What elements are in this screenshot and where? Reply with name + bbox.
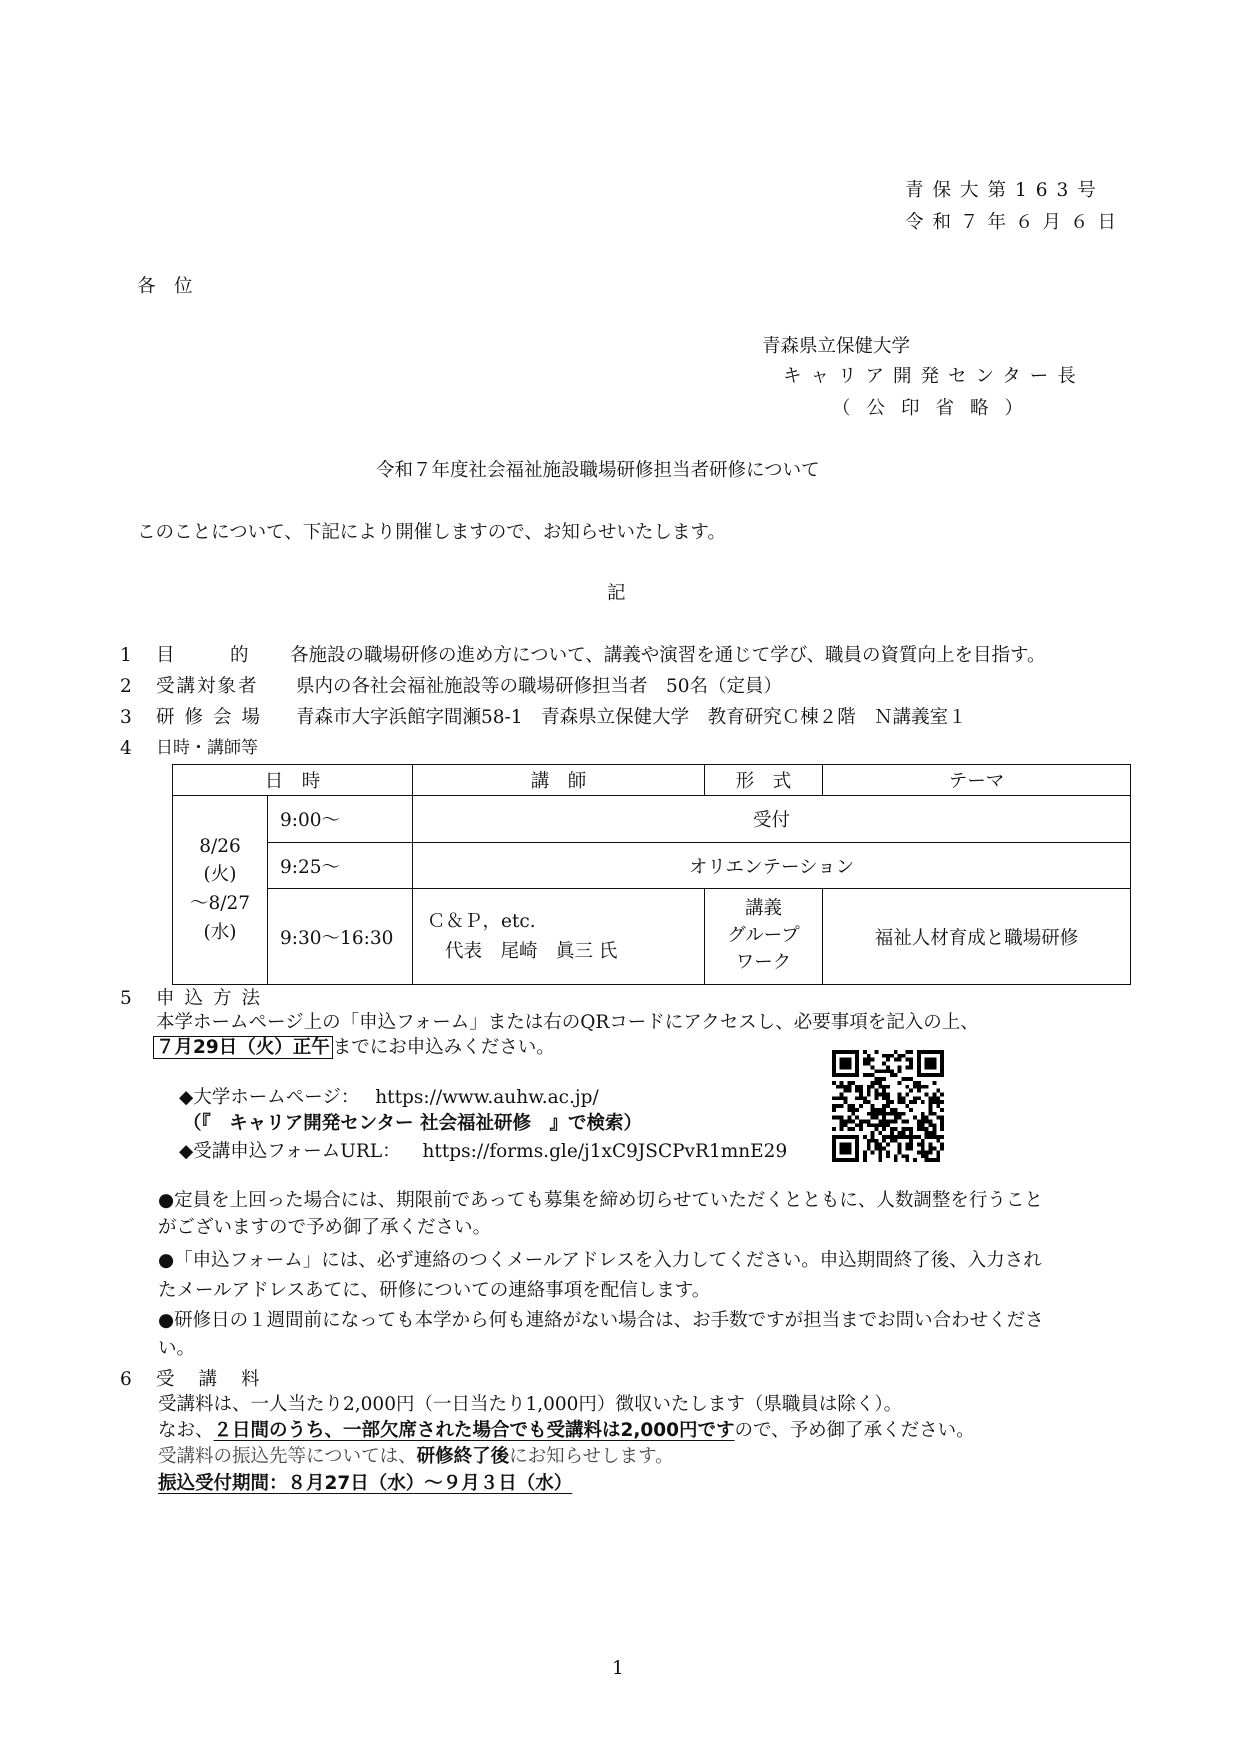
item-2-number: 2 xyxy=(120,676,132,697)
table-row xyxy=(173,843,1131,889)
application-deadline: ７月29日（火）正午 xyxy=(153,1036,333,1059)
item-2-label: 受講対象者 xyxy=(156,676,259,697)
document-subject: 令和７年度社会福祉施設職場研修担当者研修について xyxy=(376,460,820,481)
addressee: 各 位 xyxy=(137,276,193,297)
form-url[interactable]: https://forms.gle/j1xC9JSCPvR1mnE29 xyxy=(422,1141,788,1162)
time-cell: 9:00～ xyxy=(268,796,413,843)
content-cell: オリエンテーション xyxy=(413,843,1131,889)
fee-partial-absence-note: ２日間のうち、一部欠席された場合でも受講料は2,000円です xyxy=(213,1420,735,1441)
item-6-label: 受講料 xyxy=(156,1369,284,1390)
homepage-line xyxy=(179,1087,599,1109)
header-lecturer: 講 師 xyxy=(413,765,705,796)
fee-line-3-emphasis: 研修終了後 xyxy=(416,1446,510,1467)
time-cell: 9:25～ xyxy=(268,843,413,889)
note-3-line-2: い。 xyxy=(158,1338,196,1359)
table-row xyxy=(173,796,1131,843)
header-theme: テーマ xyxy=(823,765,1131,796)
seal-omitted-note: （公印省略） xyxy=(832,398,1040,419)
item-3-text: 青森市大字浜館字間瀬58-1 青森県立保健大学 教育研究Ｃ棟２階 Ｎ講義室１ xyxy=(296,707,967,728)
fee-line-2 xyxy=(158,1420,975,1442)
header-format: 形 式 xyxy=(705,765,823,796)
ki-heading: 記 xyxy=(607,583,626,604)
date-cell xyxy=(173,796,268,985)
item-3-number: 3 xyxy=(120,707,132,728)
format-line: グループ xyxy=(727,925,800,947)
lecturer-cell xyxy=(413,889,705,985)
format-line: 講義 xyxy=(745,898,783,920)
table-header-row xyxy=(173,765,1131,796)
item-2-text: 県内の各社会福祉施設等の職場研修担当者 50名（定員） xyxy=(296,676,783,697)
fee-line-3-prefix: 受講料の振込先等については、 xyxy=(158,1446,417,1467)
item-5-number: 5 xyxy=(120,988,132,1009)
form-url-label: ◆受講申込フォームURL： xyxy=(179,1141,401,1162)
date-line: (水) xyxy=(203,921,237,943)
date-line: (火) xyxy=(203,864,237,886)
table-row xyxy=(173,889,1131,985)
item-6-number: 6 xyxy=(120,1369,132,1390)
search-note: （『 キャリア開発センター 社会福祉研修 』で検索） xyxy=(183,1113,642,1134)
lecturer-name: 代表 尾崎 眞三 氏 xyxy=(445,940,618,962)
page-number: 1 xyxy=(612,1658,624,1679)
fee-line-2-suffix: ので、予め御了承ください。 xyxy=(734,1420,975,1441)
date-line: ～8/27 xyxy=(189,893,251,914)
item-4-label: 日時・講師等 xyxy=(156,738,258,758)
theme-cell: 福祉人材育成と職場研修 xyxy=(823,889,1131,985)
item-3-label: 研修会場 xyxy=(156,707,271,728)
document-number: 青保大第163号 xyxy=(905,180,1105,201)
sender-organization: 青森県立保健大学 xyxy=(762,336,911,357)
document-date: 令和７年６月６日 xyxy=(905,212,1126,233)
content-cell: 受付 xyxy=(413,796,1131,843)
schedule-table xyxy=(172,764,1131,985)
homepage-url[interactable]: https://www.auhw.ac.jp/ xyxy=(375,1087,599,1108)
note-2-line-2: たメールアドレスあてに、研修についての連絡事項を配信します。 xyxy=(158,1280,711,1301)
fee-line-1: 受講料は、一人当たり2,000円（一日当たり1,000円）徴収いたします（県職員は除く）。 xyxy=(158,1394,903,1415)
note-2-line-1: ●「申込フォーム」には、必ず連絡のつくメールアドレスを入力してください。申込期間終了後、入力され xyxy=(158,1250,1042,1271)
header-datetime: 日 時 xyxy=(173,765,413,796)
fee-line-2-prefix: なお、 xyxy=(158,1420,214,1441)
item-5-label: 申込方法 xyxy=(156,988,271,1009)
form-url-line xyxy=(179,1141,787,1163)
item-1-number: 1 xyxy=(120,645,132,666)
application-line-1: 本学ホームページ上の「申込フォーム」または右のQRコードにアクセスし、必要事項を記入の上、 xyxy=(156,1012,979,1033)
sender-title: キャリア開発センター長 xyxy=(783,366,1085,387)
format-line: ワーク xyxy=(735,951,792,973)
item-1-text: 各施設の職場研修の進め方について、講義や演習を通じて学び、職員の資質向上を目指す。 xyxy=(290,645,1046,666)
time-cell: 9:30～16:30 xyxy=(268,889,413,985)
item-4-number: 4 xyxy=(120,738,132,759)
format-cell xyxy=(705,889,823,985)
note-3-line-1: ●研修日の１週間前になっても本学から何も連絡がない場合は、お手数ですが担当までお問い合わせくださ xyxy=(158,1310,1044,1331)
homepage-label: ◆大学ホームページ： xyxy=(179,1087,360,1108)
application-line-2 xyxy=(153,1037,555,1059)
payment-period: 振込受付期間：８月27日（水）～９月３日（水） xyxy=(158,1473,573,1494)
qr-code-image[interactable] xyxy=(832,1050,944,1162)
fee-line-3-suffix: にお知らせします。 xyxy=(509,1446,674,1467)
note-1-line-1: ●定員を上回った場合には、期限前であっても募集を締め切らせていただくとともに、人数調整を行うこと xyxy=(158,1190,1043,1211)
lecturer-company: Ｃ＆Ｐ，etc. xyxy=(427,910,536,932)
date-line: 8/26 xyxy=(199,835,241,857)
item-1-label: 目 的 xyxy=(156,645,249,666)
intro-text: このことについて、下記により開催しますので、お知らせいたします。 xyxy=(137,522,726,543)
application-deadline-suffix: までにお申込みください。 xyxy=(332,1037,555,1058)
note-1-line-2: がございますので予め御了承ください。 xyxy=(158,1217,492,1238)
fee-line-3 xyxy=(158,1446,674,1468)
